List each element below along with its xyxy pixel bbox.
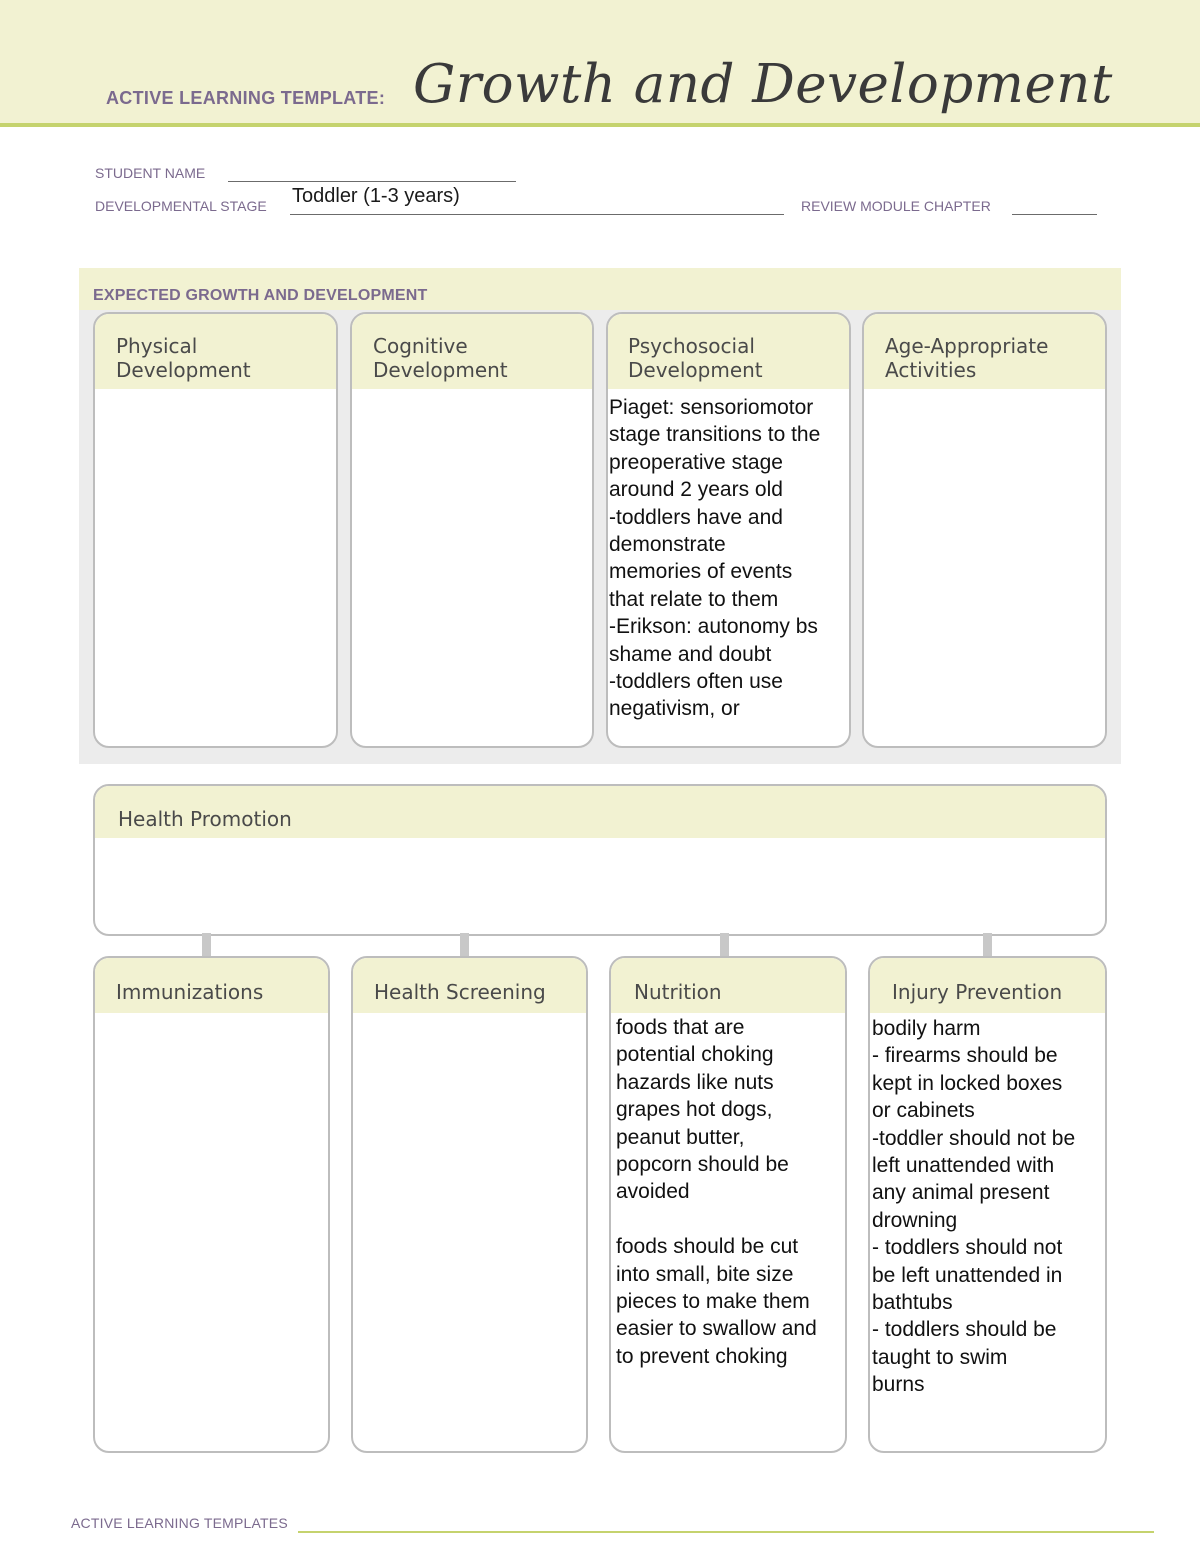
template-label: ACTIVE LEARNING TEMPLATE: <box>106 88 386 108</box>
immunizations-text[interactable] <box>95 1015 328 1451</box>
connector <box>983 933 992 957</box>
card-title: Health Promotion <box>118 807 292 831</box>
cognitive-development-card <box>350 312 594 748</box>
developmental-stage-value[interactable]: Toddler (1-3 years) <box>292 185 460 207</box>
connector <box>720 933 729 957</box>
nutrition-text[interactable]: foods that are potential choking hazards like nuts grapes hot dogs, peanut butter, popcorn should be avoided foods should be cut into small, bite size pieces to make them easier to swallow and to prevent choking <box>616 1016 817 1368</box>
review-module-label: REVIEW MODULE CHAPTER <box>801 198 991 214</box>
review-module-field[interactable] <box>1012 214 1097 215</box>
card-title: Physical Development <box>116 334 251 382</box>
footer-label: ACTIVE LEARNING TEMPLATES <box>71 1515 288 1531</box>
physical-development-card <box>93 312 338 748</box>
age-appropriate-activities-text[interactable] <box>864 394 1105 746</box>
immunizations-card <box>93 956 330 1453</box>
connector <box>460 933 469 957</box>
template-title: Growth and Development <box>413 54 1113 115</box>
psychosocial-development-text[interactable]: Piaget: sensoriomotor stage transitions to the preoperative stage around 2 years old -toddlers have and demonstrate memories of events that relate to them -Erikson: autonomy bs shame and doubt -toddlers often use negativism, or <box>609 396 821 721</box>
student-name-field[interactable] <box>228 181 516 182</box>
physical-development-text[interactable] <box>95 394 336 746</box>
nutrition-card <box>609 956 847 1453</box>
card-title: Cognitive Development <box>373 334 508 382</box>
header-divider <box>0 123 1200 127</box>
age-appropriate-activities-card <box>862 312 1107 748</box>
connector <box>202 933 211 957</box>
health-screening-card <box>351 956 588 1453</box>
cognitive-development-text[interactable] <box>352 394 592 746</box>
card-title: Psychosocial Development <box>628 334 763 382</box>
card-title: Nutrition <box>634 980 722 1004</box>
card-title: Age-Appropriate Activities <box>885 334 1049 382</box>
health-promotion-card <box>93 784 1107 936</box>
injury-prevention-text[interactable]: bodily harm - firearms should be kept in locked boxes or cabinets -toddler should not be left unattended with any animal present drowning - toddlers should not be left unattended in bathtubs - toddlers should be taught to swim burns <box>872 1017 1076 1397</box>
health-screening-text[interactable] <box>353 1015 586 1451</box>
footer-divider <box>298 1531 1154 1533</box>
developmental-stage-label: DEVELOPMENTAL STAGE <box>95 198 267 214</box>
expected-growth-title: EXPECTED GROWTH AND DEVELOPMENT <box>93 287 428 304</box>
psychosocial-development-card <box>606 312 851 748</box>
developmental-stage-field[interactable] <box>290 214 784 215</box>
card-title: Health Screening <box>374 980 546 1004</box>
injury-prevention-card <box>868 956 1107 1453</box>
card-title: Injury Prevention <box>892 980 1063 1004</box>
student-name-label: STUDENT NAME <box>95 165 206 181</box>
health-promotion-text[interactable] <box>95 840 1105 934</box>
card-title: Immunizations <box>116 980 264 1004</box>
